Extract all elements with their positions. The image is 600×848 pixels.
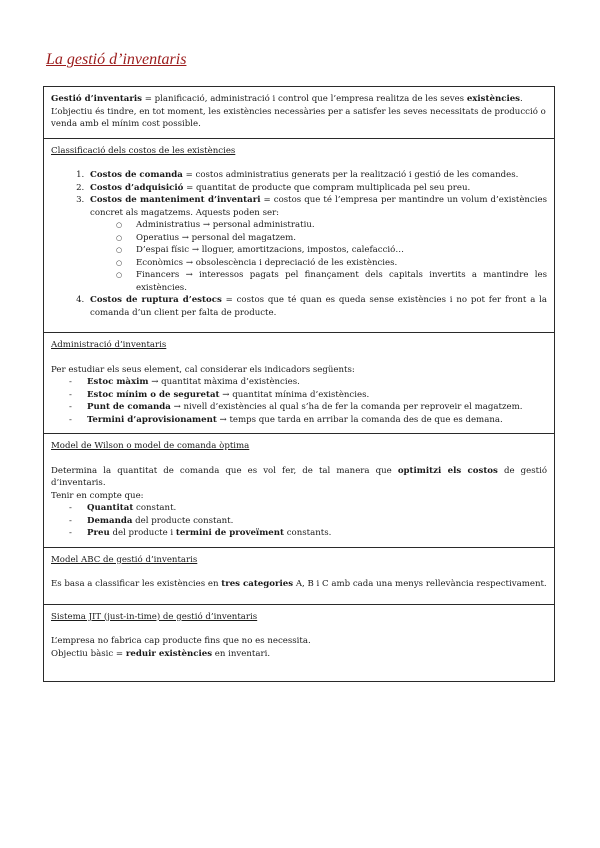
cost-list	[51, 169, 547, 319]
list-item	[69, 389, 547, 402]
jit-paragraph: L’empresa no fabrica cap producte fins que no es necessita.	[51, 636, 311, 646]
intro-definition	[51, 93, 547, 106]
intro-objective: L’objectiu és tindre, en tot moment, les existències necessàries per a satisfer les seves necessitats de producció o venda amb el mínim cost possible.	[51, 106, 546, 129]
list-item	[69, 502, 547, 515]
cost-term: Costos de ruptura d’estocs	[90, 295, 222, 305]
indicator-list	[51, 376, 547, 426]
list-item	[87, 294, 547, 319]
jit-section	[44, 605, 554, 682]
abc-text: Es basa a classificar les existències en	[51, 579, 222, 589]
intro-def-end: .	[520, 94, 523, 104]
jit-bold: reduir existències	[125, 648, 213, 659]
wilson-bold: optimitzi els costos	[397, 465, 498, 476]
intro-def: = planificació, administració i control que l’empresa realitza de les seves	[142, 94, 467, 104]
administration-section	[44, 333, 554, 434]
abc-heading: Model ABC de gestió d’inventaris	[51, 554, 198, 565]
cost-term: Costos d’adquisició	[90, 182, 184, 193]
list-item	[69, 376, 547, 389]
classification-section	[44, 139, 554, 334]
wilson-note: Tenir en compte que:	[51, 490, 144, 501]
indicator-term: Estoc mínim o de seguretat	[87, 389, 220, 400]
wilson-term: Quantitat	[87, 503, 134, 513]
list-item	[69, 515, 547, 528]
cost-text: = costos que té quan es queda sense existències i no pot fer front a la comanda d’un client per falta de producte.	[90, 295, 547, 318]
indicator-term: Termini d’aprovisionament	[87, 414, 217, 425]
intro-section	[44, 87, 554, 139]
list-item	[87, 169, 547, 182]
wilson-paragraph	[51, 465, 547, 490]
jit-objective	[51, 648, 547, 661]
abc-section	[44, 548, 554, 605]
sub-list-item: ○ Operatius → personal del magatzem.	[126, 232, 547, 245]
administration-intro: Per estudiar els seus element, cal considerar els indicadors següents:	[51, 364, 355, 375]
list-item	[69, 401, 547, 414]
wilson-term: Preu	[87, 528, 110, 538]
list-item	[87, 194, 547, 294]
indicator-text: → quantitat mínima d’existències.	[219, 389, 370, 400]
sub-list-item: ○ Administratius → personal administratiu.	[126, 219, 547, 232]
wilson-list	[51, 502, 547, 540]
list-item	[69, 527, 547, 540]
intro-def-bold: existències	[466, 94, 521, 104]
indicator-term: Punt de comanda	[87, 402, 171, 412]
cost-text: = quantitat de producte que compram multiplicada pel seu preu.	[183, 182, 471, 193]
wilson-item-text: constant.	[133, 503, 177, 513]
abc-bold: tres categories	[221, 579, 294, 589]
list-item	[87, 182, 547, 195]
indicator-text: → nivell d’existències al qual s’ha de fer la comanda per reproveir el magatzem.	[170, 402, 523, 412]
maintenance-sublist	[90, 219, 547, 294]
cost-text: = costos administratius generats per la realització i gestió de les comandes.	[182, 170, 519, 180]
jit-heading: Sistema JIT (just-in-time) de gestió d’inventaris	[51, 611, 258, 622]
wilson-section	[44, 434, 554, 548]
wilson-item-text: del producte constant.	[132, 515, 234, 526]
administration-heading: Administració d’inventaris	[51, 340, 167, 350]
list-item	[69, 414, 547, 427]
sub-list-item: ○ D’espai físic → lloguer, amortitzacions, impostos, calefacció…	[126, 244, 547, 257]
wilson-text: de gestió d’inventaris.	[51, 465, 548, 488]
indicator-term: Estoc màxim	[87, 377, 149, 387]
sub-list-item: ○ Financers → interessos pagats pel finançament dels capitals invertits a mantindre les existències.	[126, 269, 547, 294]
cost-term: Costos de manteniment d’inventari	[90, 195, 261, 205]
wilson-term: termini de proveïment	[175, 528, 284, 538]
intro-term: Gestió d’inventaris	[51, 94, 142, 104]
wilson-text: Determina la quantitat de comanda que es vol fer, de tal manera que	[51, 465, 398, 476]
wilson-heading: Model de Wilson o model de comanda òptima	[51, 441, 250, 451]
wilson-item-text: constants.	[283, 528, 332, 538]
abc-text: A, B i C amb cada una menys rellevància respectivament.	[293, 579, 547, 589]
page-title: La gestió d’inventaris	[46, 51, 187, 68]
classification-heading: Classificació dels costos de les existències	[51, 145, 236, 156]
wilson-item-text: del producte i	[109, 528, 176, 538]
sub-list-item: ○ Econòmics → obsolescència i depreciació de les existències.	[126, 257, 547, 270]
cost-term: Costos de comanda	[90, 170, 183, 180]
wilson-term: Demanda	[87, 515, 133, 526]
cost-text: = costos que té l’empresa per mantindre un volum d’existències concret als magatzems. Aquests poden ser:	[90, 195, 547, 218]
indicator-text: → quantitat màxima d’existències.	[148, 377, 300, 387]
jit-text: en inventari.	[212, 648, 271, 659]
document-table	[43, 86, 555, 682]
jit-text: Objectiu bàsic =	[51, 648, 126, 659]
abc-paragraph	[51, 578, 547, 591]
indicator-text: → temps que tarda en arribar la comanda des de que es demana.	[216, 414, 503, 425]
